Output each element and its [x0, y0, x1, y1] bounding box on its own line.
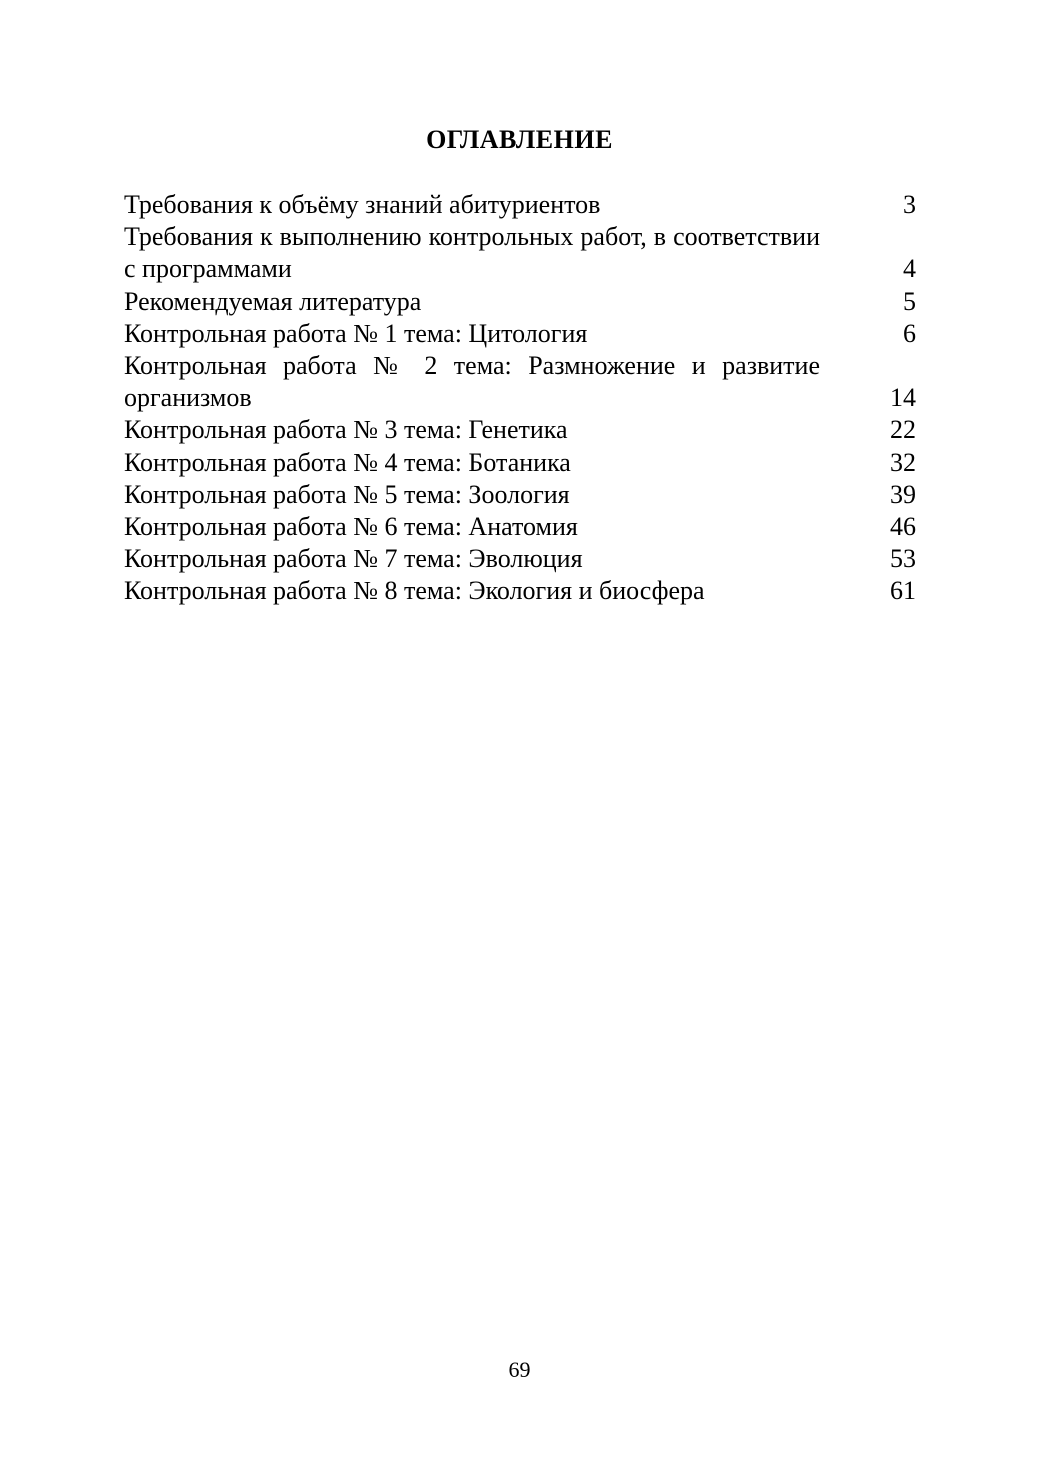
toc-entry — [124, 543, 916, 575]
toc-entry-title: Контрольная работа № 6 тема: Анатомия — [124, 512, 578, 542]
toc-entry-title: Контрольная работа № 5 тема: Зоология — [124, 479, 570, 509]
toc-entry-page: 14 — [890, 383, 916, 413]
toc-entry-title: Контрольная работа № 3 тема: Генетика — [124, 415, 568, 445]
page-number: 69 — [508, 1357, 531, 1382]
toc-entry — [124, 318, 916, 350]
toc-entry-page: 32 — [890, 447, 916, 477]
toc-entry — [124, 414, 916, 446]
toc-entry-page: 3 — [903, 190, 916, 219]
toc-entry-page: 4 — [903, 254, 916, 284]
toc-entry-title: Контрольная работа № 2 тема: Размножение и развитие организмов — [124, 351, 820, 413]
table-of-contents — [124, 189, 916, 608]
toc-entry-title: Требования к выполнению контрольных работ, в соответствии с программами — [124, 222, 820, 284]
toc-entry — [124, 575, 916, 607]
toc-entry-page: 46 — [890, 512, 916, 542]
toc-entry-page: 53 — [890, 544, 916, 574]
toc-entry-title: Контрольная работа № 8 тема: Экология и биосфера — [124, 576, 705, 606]
toc-entry — [124, 511, 916, 543]
toc-entry-title: Контрольная работа № 7 тема: Эволюция — [124, 544, 583, 574]
toc-entry-page: 22 — [890, 415, 916, 445]
toc-entry — [124, 447, 916, 479]
toc-entry — [124, 350, 916, 414]
toc-entry — [124, 479, 916, 511]
toc-entry-title: Контрольная работа № 1 тема: Цитология — [124, 318, 588, 348]
toc-entry-page: 6 — [903, 318, 916, 348]
toc-entry-title: Контрольная работа № 4 тема: Ботаника — [124, 447, 571, 477]
toc-entry-title: Рекомендуемая литература — [124, 286, 422, 316]
toc-entry-page: 5 — [903, 286, 916, 316]
toc-entry-title: Требования к объёму знаний абитуриентов — [124, 190, 601, 219]
toc-entry — [124, 286, 916, 318]
toc-entry-page: 61 — [890, 576, 916, 606]
toc-entry — [124, 189, 916, 221]
toc-entry — [124, 221, 916, 285]
page-title: ОГЛАВЛЕНИЕ — [426, 125, 613, 154]
toc-entry-page: 39 — [890, 479, 916, 509]
